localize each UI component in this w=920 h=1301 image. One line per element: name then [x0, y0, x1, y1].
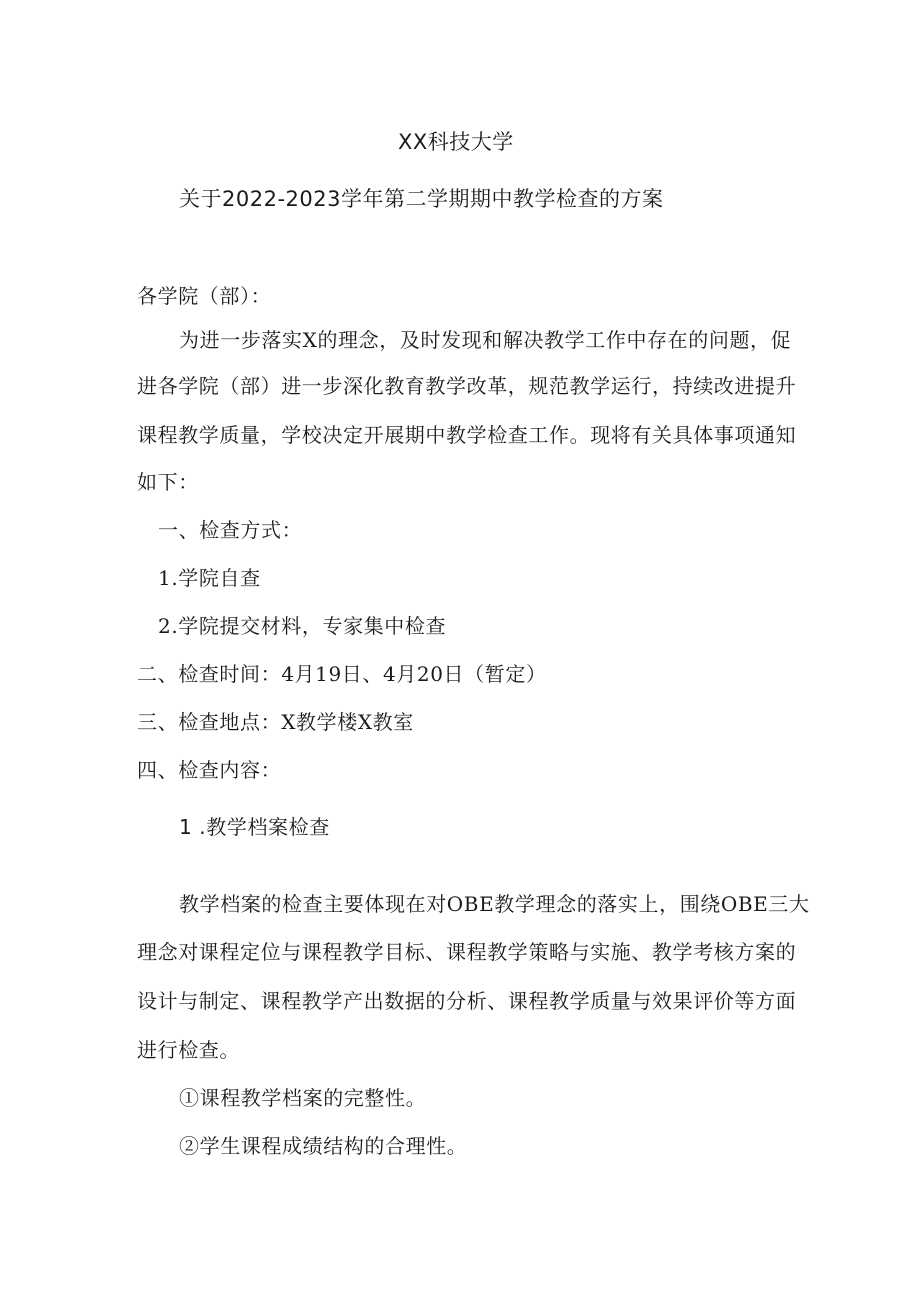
- section2-time: 二、检查时间：4月19日、4月20日（暂定）: [137, 662, 547, 686]
- section1-heading: 一、检查方式：: [158, 518, 303, 542]
- content-paragraph-line: 教学档案的检查主要体现在对OBE教学理念的落实上，围绕OBE三大: [179, 892, 810, 916]
- intro-line: 课程教学质量，学校决定开展期中教学检查工作。现将有关具体事项通知: [137, 423, 797, 447]
- section4-subheading: 1 .教学档案检查: [179, 815, 330, 839]
- intro-line: 为进一步落实X的理念，及时发现和解决教学工作中存在的问题，促: [179, 328, 792, 352]
- document-title: XX科技大学: [398, 130, 514, 154]
- intro-line: 进各学院（部）进一步深化教育教学改革，规范教学运行，持续改进提升: [137, 374, 797, 398]
- content-point: ①课程教学档案的完整性。: [179, 1086, 427, 1110]
- section1-item: 2.学院提交材料，专家集中检查: [158, 614, 447, 638]
- intro-line: 如下：: [137, 470, 199, 494]
- section4-heading: 四、检查内容：: [137, 758, 282, 782]
- content-paragraph-line: 理念对课程定位与课程教学目标、课程教学策略与实施、教学考核方案的: [137, 940, 797, 964]
- content-paragraph-line: 设计与制定、课程教学产出数据的分析、课程教学质量与效果评价等方面: [137, 989, 797, 1013]
- salutation: 各学院（部）：: [137, 284, 272, 308]
- document-subtitle: 关于2022-2023学年第二学期期中教学检查的方案: [179, 187, 664, 211]
- content-paragraph-line: 进行检查。: [137, 1038, 240, 1062]
- content-point: ②学生课程成绩结构的合理性。: [179, 1134, 468, 1158]
- section1-item: 1.学院自查: [158, 566, 261, 590]
- section3-location: 三、检查地点：X教学楼X教室: [137, 710, 414, 734]
